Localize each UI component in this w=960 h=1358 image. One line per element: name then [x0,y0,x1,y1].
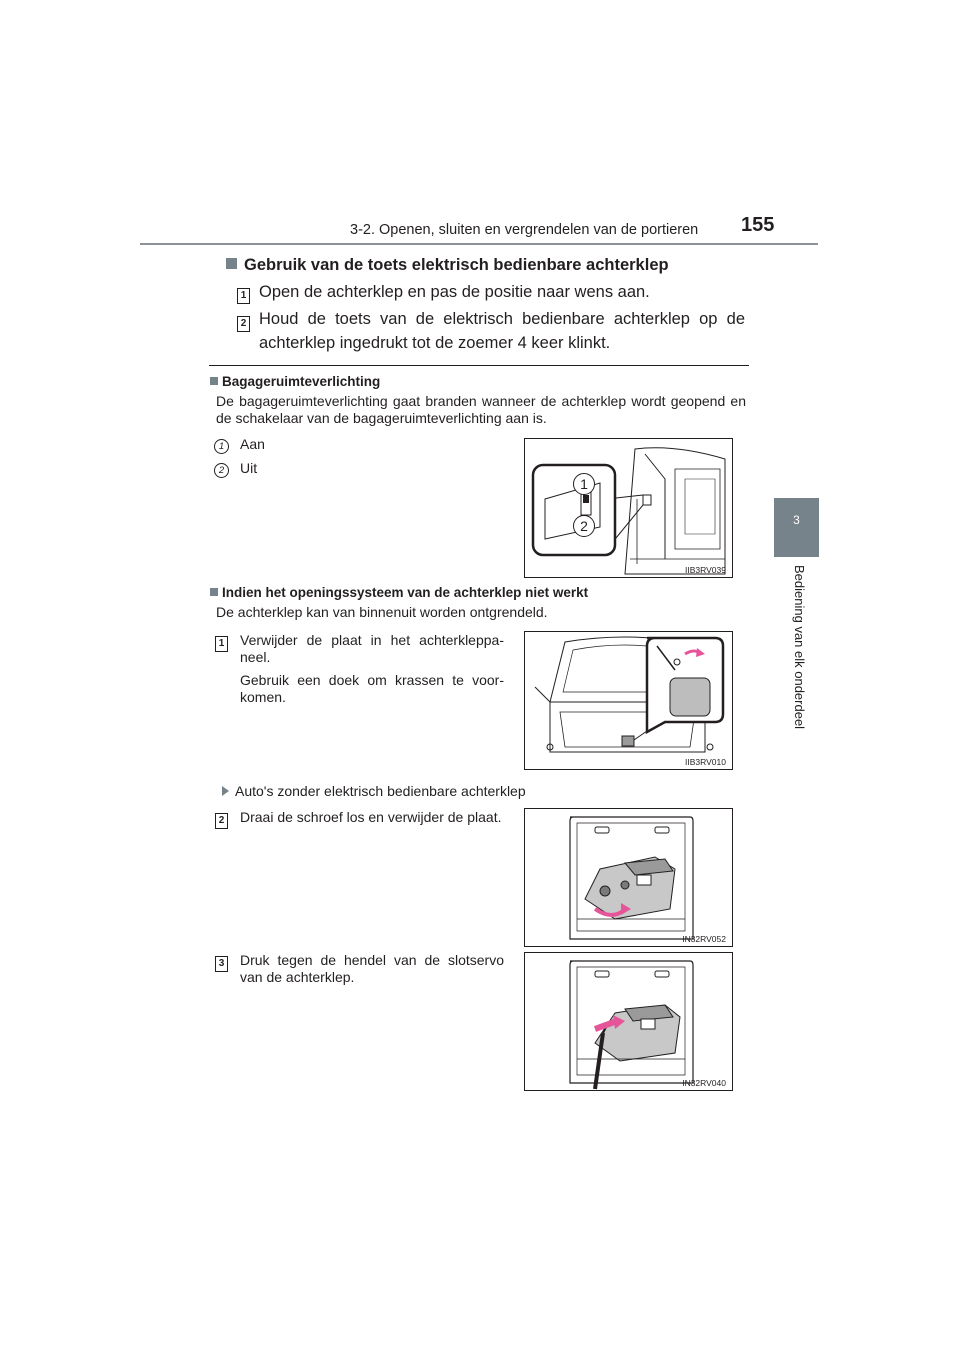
section-divider [209,365,749,366]
step-number: 2 [237,309,250,333]
step-note: Gebruik een doek om krassen te voor-komen. [240,672,504,705]
subsection-heading [210,374,380,389]
section-heading [226,256,669,275]
subsection-heading-text: Indien het openingssysteem van de achterklep niet werkt [222,585,589,600]
condition-label: Auto's zonder elektrisch bedienbare achterklep [222,783,526,799]
subsection-heading [210,585,588,600]
figure-code: IIB3RV039 [685,565,726,575]
step-text: Verwijder de plaat in het achterkleppa-neel. [240,632,504,665]
list-item: 2 [214,460,229,478]
press-lever-illustration [525,953,732,1090]
step-number: 3 [215,953,228,972]
figure-code: IIB3RV010 [685,757,726,767]
step-text: Houd de toets van de elektrisch bedienbare achterklep op de achterklep ingedrukt tot de zoemer 4 keer klinkt. [259,310,745,352]
callout-2: 2 [573,515,595,537]
square-bullet-icon [210,588,218,596]
figure-code: IN32RV052 [682,934,726,944]
step-text: Druk tegen de hendel van de slotservo van de achterklep. [240,952,504,985]
paragraph: De bagageruimteverlichting gaat branden wanneer de achterklep wordt geopend en de schakelaar van de bagageruimteverlichting aan is. [216,393,746,426]
square-bullet-icon [226,258,237,269]
step-number: 1 [237,281,250,305]
remove-plate-illustration [525,809,732,946]
header-title: 3-2. Openen, sluiten en vergrendelen van de portieren [350,222,699,238]
figure-back-door-panel [524,631,733,770]
figure-code: IN32RV040 [682,1078,726,1088]
step-text: Draai de schroef los en verwijder de plaat. [240,809,502,825]
page-number: 155 [741,214,775,236]
chapter-label: Bediening van elk onderdeel [792,565,807,730]
paragraph: De achterklep kan van binnenuit worden ontgrendeld. [216,604,548,620]
chapter-tab: 3 [774,498,819,557]
step-number: 2 [215,810,228,829]
figure-remove-plate [524,808,733,947]
list-item-label: Uit [240,460,258,476]
subsection-heading-text: Bagageruimteverlichting [222,374,381,389]
step-text: Open de achterklep en pas de positie naar wens aan. [259,283,650,301]
figure-press-lever [524,952,733,1091]
triangle-bullet-icon [222,786,229,796]
callout-1: 1 [573,473,595,495]
back-door-illustration [525,632,732,769]
step-number: 1 [215,633,228,652]
square-bullet-icon [210,377,218,385]
list-item: 1 [214,436,229,454]
section-heading-text: Gebruik van de toets elektrisch bedienbare achterklep [244,256,669,274]
list-item-label: Aan [240,436,265,452]
figure-luggage-light [524,438,733,578]
header-rule [140,243,818,245]
luggage-light-illustration [525,439,732,577]
